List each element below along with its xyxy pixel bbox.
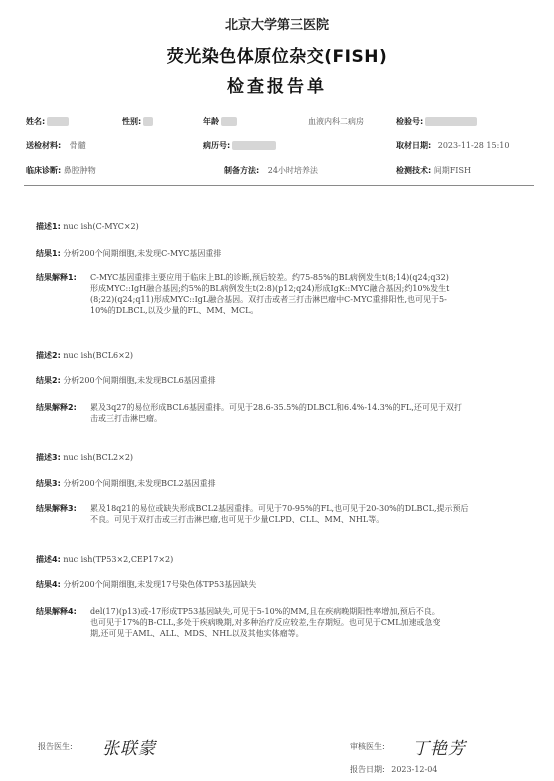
department: 血液内科二病房 <box>308 117 364 126</box>
sample-date-value: 2023-11-28 15:10 <box>437 141 510 150</box>
report-title: 荧光染色体原位杂交(FISH) <box>166 47 388 67</box>
interp-line: (8;22)(q24;q11)形成MYC::IgL融合基因。双打击或者三打击淋巴瘤中C-MYC重排阳性,也可见于5- <box>90 295 447 304</box>
section-2-result <box>36 375 216 386</box>
desc-label: 描述4: <box>36 555 61 564</box>
name-field <box>26 116 69 127</box>
case-no-redacted <box>232 141 276 150</box>
interp-line: 也可见于17%的B-CLL,多处于疾病晚期,对多种治疗反应较差,生存期短。也可见于CML加速或急变 <box>90 618 441 627</box>
test-no-field <box>396 116 477 127</box>
reporter-signature: 张联蒙 <box>102 739 156 759</box>
interp-label: 结果解释3: <box>36 504 77 513</box>
result-label: 结果1: <box>36 249 61 258</box>
diagnosis-field <box>26 165 96 176</box>
reporter-field <box>38 741 73 752</box>
report-subtitle: 检查报告单 <box>227 77 327 97</box>
section-3-result <box>36 478 216 489</box>
section-3-desc <box>36 452 133 463</box>
result-value: 分析200个间期细胞,未发现17号染色体TP53基因缺失 <box>63 580 257 589</box>
sample-date-label: 取材日期: <box>396 141 432 150</box>
header-divider <box>24 185 534 186</box>
result-label: 结果3: <box>36 479 61 488</box>
desc-label: 描述2: <box>36 351 61 360</box>
name-label: 姓名: <box>26 117 46 126</box>
reviewer-signature: 丁艳芳 <box>412 739 466 759</box>
report-date-value: 2023-12-04 <box>391 765 438 774</box>
result-value: 分析200个间期细胞,未发现BCL6基因重排 <box>63 376 216 385</box>
specimen-field <box>26 140 86 151</box>
report-date-field <box>350 764 437 775</box>
interp-line: 形成MYC::IgH融合基因;约5%的BL病例发生t(2:8)(p12;q24)形成IgK::MYC融合基因;约10%发生t <box>90 284 450 293</box>
section-2-desc <box>36 350 133 361</box>
result-label: 结果4: <box>36 580 61 589</box>
prep-value: 24小时培养法 <box>267 166 318 175</box>
interp-line: 累及18q21的易位或缺失形成BCL2基因重排。可见于70-95%的FL,也可见于20-30%的DLBCL,提示预后 <box>90 504 469 513</box>
section-4-result <box>36 579 256 590</box>
case-no-field <box>203 140 276 151</box>
gender-redacted <box>143 117 153 126</box>
desc-value: nuc ish(TP53×2,CEP17×2) <box>63 555 174 564</box>
result-label: 结果2: <box>36 376 61 385</box>
interp-line: 期,还可见于AML、ALL、MDS、NHL以及其他实体瘤等。 <box>90 629 304 638</box>
sample-date-field <box>396 140 509 151</box>
prep-label: 制备方法: <box>224 166 260 175</box>
section-1-result <box>36 248 221 259</box>
case-no-label: 病历号: <box>203 141 231 150</box>
technique-value: 间期FISH <box>433 166 471 175</box>
desc-value: nuc ish(BCL2×2) <box>63 453 134 462</box>
test-no-redacted <box>425 117 477 126</box>
prep-field <box>224 165 318 176</box>
interp-line: del(17)(p13)或-17形成TP53基因缺失,可见于5-10%的MM,且在疾病晚期阳性率增加,预后不良。 <box>90 607 440 616</box>
technique-label: 检测技术: <box>396 166 432 175</box>
diagnosis-label: 临床诊断: <box>26 166 62 175</box>
name-redacted <box>47 117 69 126</box>
reviewer-field <box>350 741 385 752</box>
interp-line: 10%的DLBCL,以及少量的FL、MM、MCL。 <box>90 306 259 315</box>
section-1-desc <box>36 221 139 232</box>
section-2-interp <box>90 402 535 424</box>
hospital-name: 北京大学第三医院 <box>224 18 329 33</box>
interp-line: 累及3q27的易位形成BCL6基因重排。可见于28.6-35.5%的DLBCL和6.4%-14.3%的FL,还可见于双打 <box>90 403 462 412</box>
desc-value: nuc ish(BCL6×2) <box>63 351 134 360</box>
desc-label: 描述1: <box>36 222 61 231</box>
result-value: 分析200个间期细胞,未发现BCL2基因重排 <box>63 479 216 488</box>
reviewer-label: 审核医生: <box>350 742 385 751</box>
age-redacted <box>221 117 237 126</box>
interp-label: 结果解释2: <box>36 403 77 412</box>
technique-field <box>396 165 471 176</box>
interp-line: 击或三打击淋巴瘤。 <box>90 414 162 423</box>
section-4-interp <box>90 606 535 639</box>
specimen-value: 骨髓 <box>69 141 86 150</box>
interp-line: 不良。可见于双打击或三打击淋巴瘤,也可见于少量CLPD、CLL、MM、NHL等。 <box>90 515 385 524</box>
diagnosis-value: 鼻腔肿物 <box>63 166 96 175</box>
gender-label: 性别: <box>122 117 142 126</box>
interp-line: C-MYC基因重排主要应用于临床上BL的诊断,预后较差。约75-85%的BL病例发生t(8;14)(q24;q32) <box>90 273 449 282</box>
section-4-desc <box>36 554 173 565</box>
desc-label: 描述3: <box>36 453 61 462</box>
section-3-interp <box>90 503 535 525</box>
age-field <box>203 116 237 127</box>
interp-label: 结果解释4: <box>36 607 77 616</box>
test-no-label: 检验号: <box>396 117 424 126</box>
age-label: 年龄 <box>203 117 219 126</box>
result-value: 分析200个间期细胞,未发现C-MYC基因重排 <box>63 249 222 258</box>
desc-value: nuc ish(C-MYC×2) <box>63 222 139 231</box>
section-1-interp <box>90 272 535 316</box>
reporter-label: 报告医生: <box>38 742 73 751</box>
interp-label: 结果解释1: <box>36 273 77 282</box>
report-date-label: 报告日期: <box>350 765 385 774</box>
specimen-label: 送检材料: <box>26 141 62 150</box>
gender-field <box>122 116 153 127</box>
